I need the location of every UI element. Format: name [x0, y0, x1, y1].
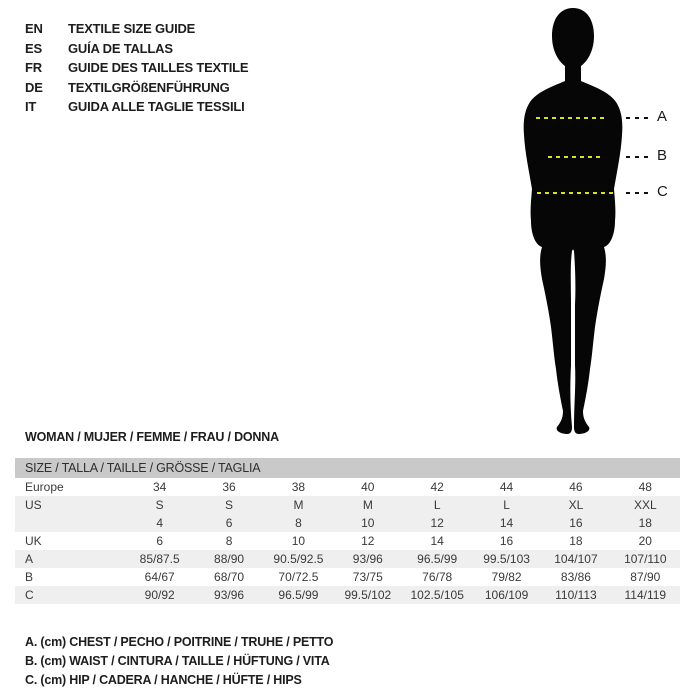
size-cell: 6 — [225, 516, 233, 530]
size-cell: L — [503, 498, 510, 512]
table-header: SIZE / TALLA / TAILLE / GRÖSSE / TAGLIA — [15, 458, 680, 478]
guide-title: TEXTILE SIZE GUIDE — [68, 21, 196, 37]
measure-dash-black-icon — [626, 192, 652, 194]
size-cell: 14 — [430, 534, 444, 548]
size-cell: 18 — [569, 534, 583, 548]
guide-title: TEXTILGRÖßENFÜHRUNG — [68, 79, 230, 95]
row-label — [15, 514, 125, 532]
legend-line: C. (cm) HIP / CADERA / HANCHE / HÜFTE / HIPS — [25, 673, 302, 687]
size-cell: M — [362, 498, 373, 512]
size-cell: 106/109 — [484, 588, 529, 602]
size-cell: 10 — [361, 516, 375, 530]
row-label: UK — [25, 534, 42, 548]
size-cell: 14 — [499, 516, 514, 530]
size-cell: 93/96 — [214, 588, 245, 602]
size-cell: 44 — [499, 480, 514, 494]
size-cell: 90/92 — [144, 588, 175, 602]
woman-silhouette-icon — [473, 5, 673, 437]
size-cell: 96.5/99 — [417, 552, 458, 566]
size-cell: 88/90 — [214, 552, 245, 566]
section-title: WOMAN / MUJER / FEMME / FRAU / DONNA — [25, 430, 279, 444]
language-list — [25, 19, 248, 117]
size-cell: 107/110 — [624, 552, 667, 566]
measure-dash-yellow-icon — [536, 117, 608, 119]
size-cell: 114/119 — [624, 588, 667, 602]
size-cell: 68/70 — [214, 570, 245, 584]
legend-line: B. (cm) WAIST / CINTURA / TAILLE / HÜFTUNG / VITA — [25, 654, 330, 668]
size-cell: S — [225, 498, 234, 512]
table-row — [15, 550, 680, 568]
size-cell: 46 — [569, 480, 583, 494]
size-cell: 64/67 — [144, 570, 175, 584]
table-row — [15, 586, 680, 604]
language-row — [25, 19, 248, 39]
size-cell: 8 — [225, 534, 233, 548]
measure-dash-yellow-icon — [548, 156, 604, 158]
language-row — [25, 58, 248, 78]
size-table-body — [15, 478, 680, 604]
table-row — [15, 478, 680, 496]
language-code: EN — [25, 21, 43, 37]
size-table — [15, 458, 680, 604]
measure-label: C — [657, 183, 668, 200]
measure-dash-black-icon — [626, 156, 652, 158]
size-cell: M — [293, 498, 304, 512]
size-cell: 76/78 — [422, 570, 453, 584]
size-cell: XL — [568, 498, 584, 512]
guide-title: GUIDE DES TAILLES TEXTILE — [68, 60, 249, 76]
language-row — [25, 39, 248, 59]
size-cell: 99.5/102 — [344, 588, 392, 602]
legend — [25, 633, 333, 690]
table-row — [15, 496, 680, 514]
language-code: ES — [25, 40, 42, 56]
size-cell: 16 — [569, 516, 583, 530]
size-cell: 10 — [291, 534, 306, 548]
table-row — [15, 568, 680, 586]
size-cell: 4 — [156, 516, 164, 530]
size-cell: 20 — [638, 534, 652, 548]
size-cell: 110/113 — [555, 588, 597, 602]
figure-area — [473, 5, 673, 437]
size-cell: 70/72.5 — [278, 570, 319, 584]
language-row — [25, 97, 248, 117]
size-cell: 79/82 — [491, 570, 522, 584]
size-cell: 99.5/103 — [483, 552, 530, 566]
row-label: US — [25, 498, 42, 512]
size-cell: 96.5/99 — [278, 588, 319, 602]
size-cell: 8 — [295, 516, 302, 530]
size-cell: 34 — [153, 480, 167, 494]
measure-dash-yellow-icon — [537, 192, 615, 194]
size-cell: 36 — [222, 480, 236, 494]
row-label: C — [25, 588, 34, 602]
measure-label: B — [657, 147, 668, 164]
size-cell: 90.5/92.5 — [273, 552, 324, 566]
size-cell: 12 — [430, 516, 444, 530]
size-cell: 42 — [430, 480, 444, 494]
size-cell: 16 — [499, 534, 514, 548]
measure-dash-black-icon — [626, 117, 652, 119]
table-row — [15, 514, 680, 532]
size-cell: 87/90 — [630, 570, 661, 584]
size-cell: 73/75 — [352, 570, 383, 584]
size-cell: 83/86 — [560, 570, 591, 584]
language-code: DE — [25, 79, 43, 95]
measure-label: A — [657, 108, 668, 125]
language-code: IT — [25, 99, 37, 115]
size-cell: 48 — [638, 480, 652, 494]
table-row — [15, 532, 680, 550]
size-cell: 18 — [638, 516, 652, 530]
row-label: Europe — [25, 480, 64, 494]
size-cell: XXL — [633, 498, 657, 512]
legend-line: A. (cm) CHEST / PECHO / POITRINE / TRUHE / PETTO — [25, 635, 334, 649]
size-cell: 6 — [156, 534, 164, 548]
row-label: A — [25, 552, 34, 566]
size-cell: 104/107 — [554, 552, 598, 566]
language-code: FR — [25, 60, 42, 76]
guide-title: GUÍA DE TALLAS — [68, 40, 173, 56]
guide-title: GUIDA ALLE TAGLIE TESSILI — [68, 99, 245, 115]
size-cell: 93/96 — [352, 552, 383, 566]
size-cell: 38 — [291, 480, 306, 494]
size-cell: 102.5/105 — [410, 588, 464, 602]
row-label: B — [25, 570, 34, 584]
size-cell: 12 — [361, 534, 375, 548]
size-cell: L — [433, 498, 441, 512]
size-cell: S — [155, 498, 164, 512]
language-row — [25, 78, 248, 98]
size-cell: 40 — [361, 480, 375, 494]
size-cell: 85/87.5 — [139, 552, 180, 566]
